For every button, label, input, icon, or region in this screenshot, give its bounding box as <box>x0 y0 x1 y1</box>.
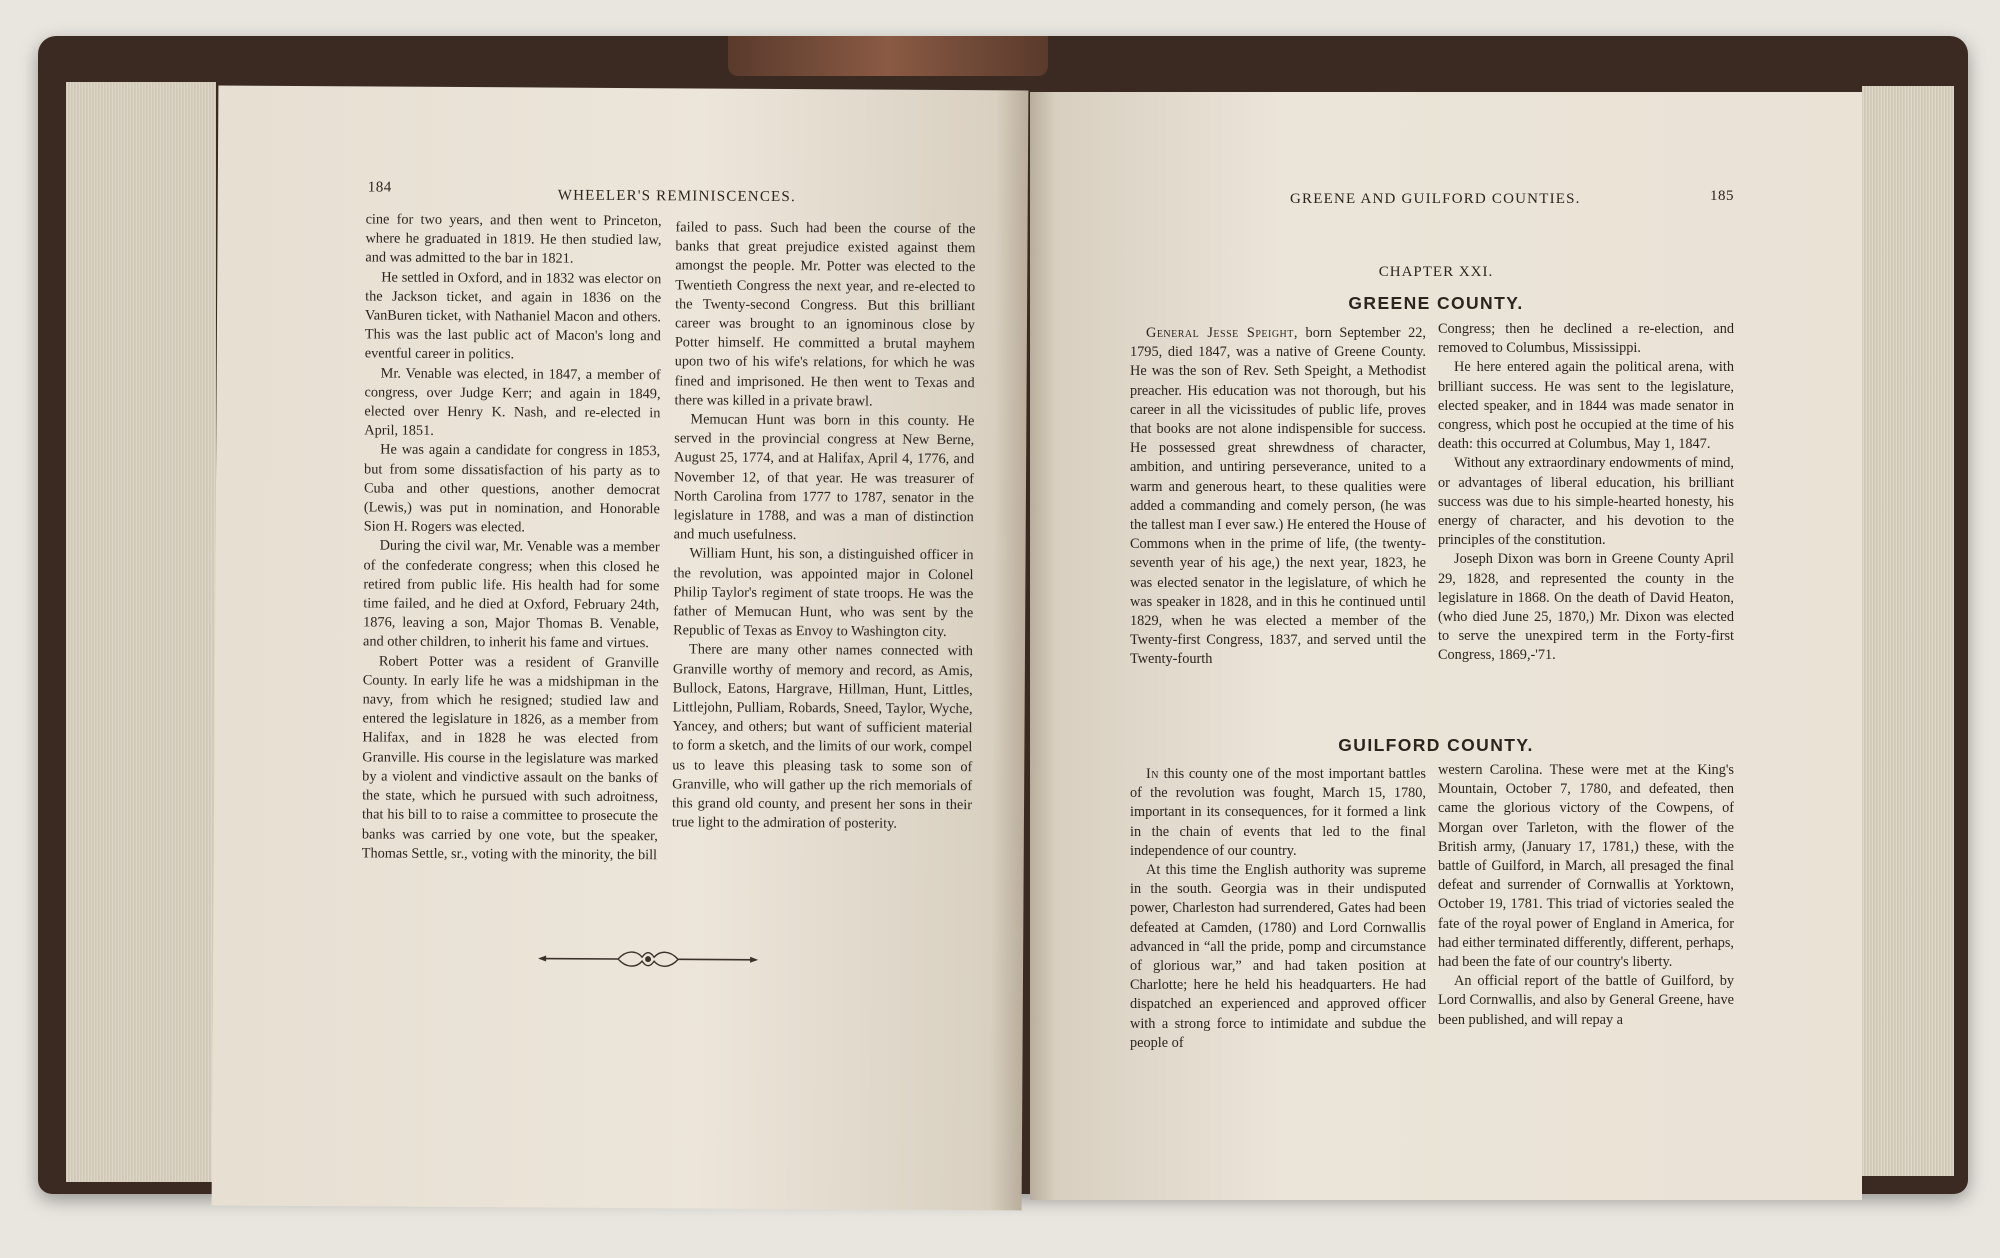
lead-name: General Jesse Speight, <box>1146 325 1298 341</box>
page-number-left: 184 <box>367 179 392 196</box>
section-title-greene: GREENE COUNTY. <box>1348 293 1524 313</box>
running-head-right: GREENE AND GUILFORD COUNTIES. <box>1290 191 1581 207</box>
paragraph: failed to pass. Such had been the course of the banks that great prejudice existed against them amongst the people. Mr. Potter was elected to the Twentieth Congress the next year, and re-elected to the Twenty-second Congress. But this brilliant career was brought to an ignominous close by Potter himself. He committed a brutal mayhem upon two of his wife's relations, for which he was fined and imprisoned. He then went to Texas and there was killed in a private brawl. <box>674 219 976 410</box>
paragraph: William Hunt, his son, a distinguished officer in the revolution, was appointed major in Colonel Philip Taylor's regiment of state troops. He was the father of Memucan Hunt, who was sent by the Republic of Texas as Envoy to Washington city. <box>673 545 974 641</box>
paragraph: cine for two years, and then went to Princeton, where he graduated in 1819. He then studied law, and was admitted to the bar in 1821. <box>365 211 662 268</box>
paragraph: In this county one of the most important battles of the revolution was fought, March 15, 1780, important in its consequences, for it formed a link in the chain of events that led to the final independence of our country. <box>1130 766 1426 859</box>
paragraph: Mr. Venable was elected, in 1847, a member of congress, over Judge Kerr; and again in 1849, elected over Henry K. Nash, and re-elected in April, 1851. <box>364 365 661 440</box>
paragraph: General Jesse Speight, born September 22, 1795, died 1847, was a native of Greene County. He was the son of Rev. Seth Speight, a Methodist preacher. His education was not thorough, but his career in all the vicissitudes of public life, proves that books are not alone indispensible for success. He possessed great shrewdness of character, ambition, and untiring perseverance, united to a warm and generous heart, to these qualities were added a commanding and comely person, (he was the tallest man I ever saw.) He entered the House of Commons when in the prime of life, (the twenty-seventh year of his age,) the next year, 1823, he was elected senator in the legislature, of which he was speaker in 1828, and in this he continued until 1829, when he was elected a member of the Twenty-first Congress, 1837, and served until the Twenty-fourth <box>1130 325 1426 668</box>
chapter-heading: CHAPTER XXI. <box>1378 264 1494 280</box>
right-page-edges <box>1862 86 1954 1176</box>
paragraph: Robert Potter was a resident of Granville County. In early life he was a midshipman in the navy, from which he resigned; studied law and entered the legislature in 1826, as a member from Halifax, and in 1828 he was elected from Granville. His course in the legislature was marked by a violent and vindictive assault on the banks of the state, which he pursued with such adroitness, that his bill to to raise a committee to prosecute the banks was carried by one vote, but the speaker, Thomas Settle, sr., voting with the minority, the bill <box>361 653 659 863</box>
lead-word: In <box>1146 766 1159 782</box>
paragraph: Memucan Hunt was born in this county. He served in the provincial congress at New Berne, August 25, 1774, and at Halifax, April 4, 1776, and November 12, of that year. He was treasurer of North Carolina from 1777 to 1787, senator in the legislature in 1788, and was a man of distinction and much usefulness. <box>673 411 975 544</box>
left-column-1 <box>362 210 662 865</box>
section-title-guilford: GUILFORD COUNTY. <box>1338 735 1534 755</box>
paragraph: Joseph Dixon was born in Greene County April 29, 1828, and represented the county in the legislature in 1868. On the death of David Heaton, (who died June 25, 1870,) Mr. Dixon was elected to serve the unexpired term in the Forty-first Congress, 1869,-'71. <box>1438 551 1734 664</box>
paragraph: Congress; then he declined a re-election, and removed to Columbus, Mississippi. <box>1438 321 1734 357</box>
guilford-column-1 <box>1130 765 1426 1053</box>
greene-column-2 <box>1438 320 1734 666</box>
right-page <box>1030 92 1862 1200</box>
paragraph: There are many other names connected with Granville worthy of memory and record, as Amis, Bullock, Eatons, Hargrave, Hillman, Hunt, Littles, Littlejohn, Pulliam, Robards, Sneed, Taylor, Wyche, Yancey, and others; but want of sufficient material to form a sketch, and the limits of our work, compel us to leave this pleasing task to some son of Granville, who will gather up the rich memorials of this grand old county, and present her sons in their true light to the admiration of posterity. <box>671 641 974 832</box>
paragraph: He settled in Oxford, and in 1832 was elector on the Jackson ticket, and again in 1836 on the VanBuren ticket, with Nathaniel Macon and others. This was the last public act of Macon's long and eventful career in politics. <box>364 269 662 363</box>
left-page <box>212 86 1029 1211</box>
ornament-divider-icon <box>538 948 758 971</box>
paragraph: Without any extraordinary endowments of mind, or advantages of liberal education, his brilliant success was due to his simple-hearted honesty, his energy of character, and his devotion to the principles of the constitution. <box>1438 455 1734 549</box>
left-column-2 <box>672 218 976 834</box>
page-number-right: 185 <box>1710 188 1734 204</box>
guilford-column-2 <box>1438 761 1734 1030</box>
running-head-left: WHEELER'S REMINISCENCES. <box>557 187 796 206</box>
paragraph: At this time the English authority was supreme in the south. Georgia was in their undisputed power, Charleston had surrendered, Gates had been defeated at Camden, (1780) and Lord Cornwallis advanced in “all the pride, pomp and circumstance of glorious war,” and had taken position at Charlotte; here he held his headquarters. He had dispatched an experienced and approved officer with a strong force to intimidate and subdue the people of <box>1130 862 1426 1051</box>
left-page-edges <box>66 82 216 1182</box>
paragraph: During the civil war, Mr. Venable was a member of the confederate congress; when this closed he retired from public life. His health had for some time failed, and he died at Oxford, February 24th, 1876, leaving a son, Major Thomas B. Venable, and other children, to inherit his fame and virtues. <box>362 537 660 652</box>
paragraph: He here entered again the political arena, with brilliant success. He was sent to the legislature, elected speaker, and in 1844 was made senator in congress, which post he occupied at the time of his death: this occurred at Columbus, May 1, 1847. <box>1438 359 1734 453</box>
paragraph: He was again a candidate for congress in 1853, but from some dissatisfaction of his party as to Cuba and other questions, another democrat (Lewis,) was put in nomination, and Honorable Sion H. Rogers was elected. <box>363 441 661 536</box>
greene-column-1 <box>1130 324 1426 670</box>
paragraph: An official report of the battle of Guilford, by Lord Cornwallis, and also by General Greene, have been published, and will repay a <box>1438 973 1734 1028</box>
paragraph: western Carolina. These were met at the King's Mountain, October 7, 1780, and defeated, then came the glorious victory of the Cowpens, of Morgan over Tarleton, with the flower of the British army, (January 17, 1781,) these, with the battle of Guilford, in March, all presaged the final defeat and surrender of Cornwallis at Yorktown, October 19, 1781. This triad of victories sealed the fate of the royal power of England in America, for had either terminated differently, different, perhaps, had been the fate of our country's liberty. <box>1438 762 1734 971</box>
